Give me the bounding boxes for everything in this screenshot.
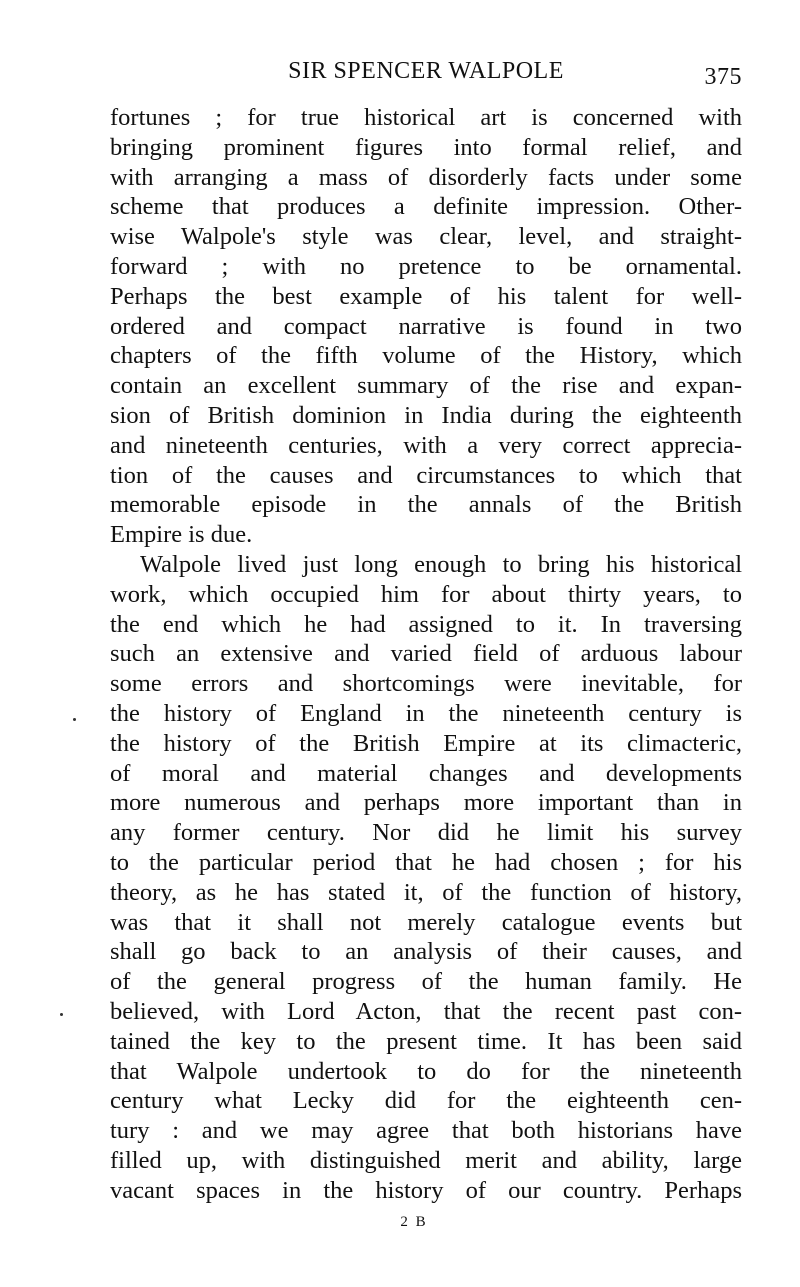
running-title: SIR SPENCER WALPOLE — [288, 58, 564, 84]
text-line: the history of England in the nineteenth century is — [110, 699, 742, 727]
text-line: fortunes ; for true historical art is concerned with — [110, 104, 742, 131]
page-number: 375 — [704, 64, 742, 90]
text-line: more numerous and perhaps more important than in — [110, 789, 742, 817]
text-line: chapters of the fifth volume of the History, which — [110, 342, 742, 370]
text-line: vacant spaces in the history of our country. Perhaps — [110, 1176, 742, 1204]
text-line: Walpole lived just long enough to bring his historical — [140, 550, 742, 578]
text-line: some errors and shortcomings were inevitable, for — [110, 670, 742, 698]
text-line: tion of the causes and circumstances to which that — [110, 461, 742, 489]
text-line: tury : and we may agree that both historians have — [110, 1117, 742, 1145]
text-line: the end which he had assigned to it. In traversing — [110, 610, 742, 638]
text-line: believed, with Lord Acton, that the recent past con- — [110, 997, 742, 1025]
text-line: shall go back to an analysis of their causes, and — [110, 938, 742, 966]
text-line: the history of the British Empire at its climacteric, — [110, 729, 742, 757]
text-line: Empire is due. — [110, 521, 253, 549]
signature-mark: 2 B — [400, 1214, 428, 1230]
text-line: sion of British dominion in India during the eighteenth — [110, 401, 742, 429]
text-line: forward ; with no pretence to be ornamental. — [110, 252, 742, 280]
text-line: of the general progress of the human family. He — [110, 968, 742, 996]
text-line: wise Walpole's style was clear, level, and straight- — [110, 223, 742, 251]
text-line: contain an excellent summary of the rise and expan- — [110, 372, 742, 400]
text-line: tained the key to the present time. It has been said — [110, 1027, 742, 1055]
text-line: to the particular period that he had chosen ; for his — [110, 848, 742, 876]
text-line: and nineteenth centuries, with a very correct apprecia- — [110, 431, 742, 459]
paragraph — [110, 550, 742, 1206]
text-line: with arranging a mass of disorderly facts under some — [110, 163, 742, 191]
text-line: century what Lecky did for the eighteenth cen- — [110, 1087, 742, 1115]
text-line: ordered and compact narrative is found in two — [110, 312, 742, 340]
text-line: that Walpole undertook to do for the nineteenth — [110, 1057, 742, 1085]
text-line: of moral and material changes and developments — [110, 759, 742, 787]
running-head — [110, 54, 742, 88]
text-line: bringing prominent figures into formal relief, and — [110, 133, 742, 161]
paragraph — [110, 103, 742, 550]
text-line: Perhaps the best example of his talent for well- — [110, 282, 742, 310]
text-line: any former century. Nor did he limit his survey — [110, 819, 742, 847]
text-line: filled up, with distinguished merit and ability, large — [110, 1146, 742, 1174]
text-line: memorable episode in the annals of the British — [110, 491, 742, 519]
text-line: was that it shall not merely catalogue events but — [110, 908, 742, 936]
text-line: such an extensive and varied field of arduous labour — [110, 640, 742, 668]
text-line: scheme that produces a definite impression. Other- — [110, 193, 742, 221]
text-line: theory, as he has stated it, of the function of history, — [110, 878, 742, 906]
body-text — [110, 103, 742, 1205]
text-line: work, which occupied him for about thirty years, to — [110, 580, 742, 608]
margin-speck — [73, 718, 76, 721]
margin-speck — [60, 1013, 63, 1016]
